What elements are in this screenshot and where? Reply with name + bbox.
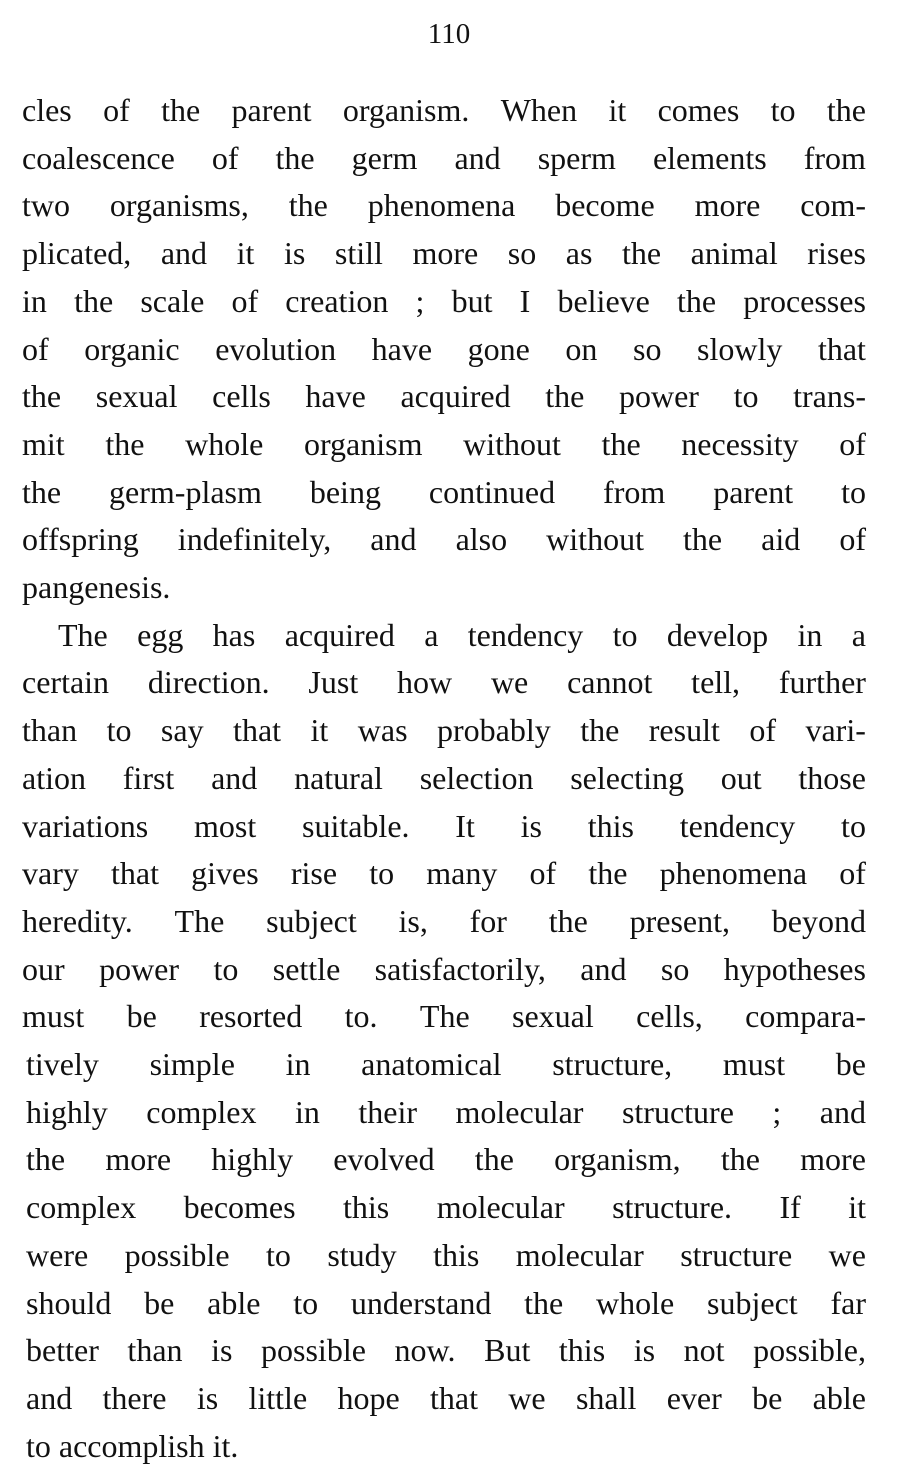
- word: must: [22, 998, 85, 1034]
- word: the: [588, 855, 628, 891]
- word: this: [587, 808, 634, 844]
- word: highly: [211, 1141, 294, 1177]
- word: cles: [22, 92, 72, 128]
- word: for: [469, 903, 507, 939]
- word: It: [455, 808, 475, 844]
- text-line: [26, 1281, 866, 1325]
- word: more: [800, 1141, 866, 1177]
- word: most: [193, 808, 257, 844]
- word: tendency: [679, 808, 796, 844]
- word: ever: [666, 1380, 722, 1416]
- word: plicated,: [22, 235, 132, 271]
- word: be: [126, 998, 157, 1034]
- word: ;: [415, 283, 425, 319]
- word: phenomena: [659, 855, 808, 891]
- word: to: [733, 378, 759, 414]
- text-line: [26, 1090, 866, 1134]
- text-line: [22, 183, 866, 227]
- word: possible,: [753, 1332, 866, 1368]
- word: rise: [290, 855, 338, 891]
- word: But: [484, 1332, 531, 1368]
- word: comes: [657, 92, 740, 128]
- word: in: [22, 283, 47, 319]
- word: how: [397, 664, 453, 700]
- word: result: [648, 712, 720, 748]
- word: acquired: [400, 378, 511, 414]
- word: slowly: [697, 331, 783, 367]
- word: parent: [713, 474, 794, 510]
- word: parent: [231, 92, 312, 128]
- word: beyond: [771, 903, 866, 939]
- word: offspring: [22, 521, 139, 557]
- word: many: [426, 855, 498, 891]
- word: to: [265, 1237, 291, 1273]
- word: without: [546, 521, 644, 557]
- word: able: [207, 1285, 261, 1321]
- word: able: [812, 1380, 866, 1416]
- word: the: [677, 283, 717, 319]
- word: out: [720, 760, 762, 796]
- word: in: [797, 617, 823, 653]
- word: variations: [22, 808, 149, 844]
- word: continued: [428, 474, 556, 510]
- text-line: [22, 994, 866, 1038]
- word: egg: [137, 617, 184, 653]
- text-line: [22, 565, 170, 609]
- word: to: [106, 712, 132, 748]
- word: so: [660, 951, 690, 987]
- word: has: [212, 617, 256, 653]
- word: compara-: [745, 998, 866, 1034]
- word: is: [283, 235, 306, 271]
- word: organism: [303, 426, 423, 462]
- word: and: [211, 760, 258, 796]
- word: scale: [140, 283, 205, 319]
- word: the: [720, 1141, 760, 1177]
- word: to: [841, 808, 866, 844]
- word: creation: [285, 283, 389, 319]
- word: organism.: [342, 92, 470, 128]
- word: of: [839, 426, 866, 462]
- word: become: [555, 187, 655, 223]
- text-line: [22, 660, 866, 704]
- word: this: [558, 1332, 606, 1368]
- word: without: [463, 426, 561, 462]
- word: germ-plasm: [109, 474, 262, 510]
- word: cannot: [567, 664, 653, 700]
- word: more: [412, 235, 479, 271]
- word: and: [160, 235, 208, 271]
- page-number: 110: [427, 18, 471, 50]
- text-line: [22, 804, 866, 848]
- word: to.: [344, 998, 378, 1034]
- word: structure.: [612, 1189, 733, 1225]
- word: two: [22, 187, 70, 223]
- word: possible: [124, 1237, 230, 1273]
- word: is: [196, 1380, 219, 1416]
- word: aid: [761, 521, 801, 557]
- word: sexual: [95, 378, 178, 414]
- word: tell,: [691, 664, 741, 700]
- word: evolution: [215, 331, 337, 367]
- word: to: [293, 1285, 319, 1321]
- word: little: [248, 1380, 308, 1416]
- word: vari-: [805, 712, 866, 748]
- word: anatomical: [361, 1046, 502, 1082]
- word: complex: [26, 1189, 137, 1225]
- word: indefinitely,: [177, 521, 332, 557]
- word: understand: [350, 1285, 492, 1321]
- word: of: [839, 855, 866, 891]
- word: a: [851, 617, 866, 653]
- word: we: [508, 1380, 546, 1416]
- word: I: [519, 283, 531, 319]
- word: phenomena: [367, 187, 516, 223]
- word: it: [608, 92, 627, 128]
- word: hope: [337, 1380, 400, 1416]
- word: must: [722, 1046, 786, 1082]
- word: tively: [26, 1046, 99, 1082]
- text-line: [22, 756, 866, 800]
- word: evolved: [333, 1141, 435, 1177]
- word: so: [632, 331, 662, 367]
- word: was: [357, 712, 408, 748]
- word: the: [683, 521, 723, 557]
- word: in: [285, 1046, 311, 1082]
- word: the: [524, 1285, 564, 1321]
- word: and: [370, 521, 417, 557]
- word: and: [26, 1380, 73, 1416]
- word: to: [369, 855, 395, 891]
- word: more: [694, 187, 761, 223]
- word: also: [455, 521, 508, 557]
- word: direction.: [147, 664, 270, 700]
- word: The: [58, 617, 108, 653]
- word: it: [236, 235, 255, 271]
- word: possible: [261, 1332, 366, 1368]
- word: that: [233, 712, 282, 748]
- word: settle: [272, 951, 341, 987]
- word: vary: [22, 855, 79, 891]
- word: germ: [351, 140, 418, 176]
- text-line: [22, 517, 866, 561]
- word: better: [26, 1332, 99, 1368]
- word: of: [22, 331, 49, 367]
- word: of: [231, 283, 259, 319]
- word: selection: [419, 760, 534, 796]
- word: hypotheses: [723, 951, 866, 987]
- word: structure,: [552, 1046, 673, 1082]
- word: whole: [185, 426, 264, 462]
- text-line: [22, 899, 866, 943]
- word: whole: [596, 1285, 675, 1321]
- word: becomes: [183, 1189, 296, 1225]
- word: the: [545, 378, 585, 414]
- line-text: pangenesis.: [22, 569, 171, 605]
- word: study: [327, 1237, 397, 1273]
- word: it: [848, 1189, 866, 1225]
- word: the: [22, 378, 62, 414]
- word: to: [770, 92, 796, 128]
- word: If: [779, 1189, 801, 1225]
- word: the: [105, 426, 145, 462]
- text-line: [22, 279, 866, 323]
- text-line: [26, 1424, 238, 1468]
- text-line: [22, 88, 866, 132]
- word: satisfactorily,: [374, 951, 546, 987]
- text-line: [26, 1328, 866, 1372]
- word: the: [580, 712, 620, 748]
- text-line: [26, 1185, 866, 1229]
- text-line: [22, 708, 866, 752]
- word: selecting: [570, 760, 684, 796]
- word: complex: [146, 1094, 257, 1130]
- word: the: [74, 283, 114, 319]
- word: still: [334, 235, 383, 271]
- word: those: [798, 760, 866, 796]
- word: have: [371, 331, 433, 367]
- word: structure: [621, 1094, 734, 1130]
- word: is: [211, 1332, 233, 1368]
- word: should: [26, 1285, 112, 1321]
- word: of: [839, 521, 866, 557]
- line-text: to accomplish it.: [26, 1428, 239, 1464]
- word: be: [835, 1046, 866, 1082]
- text-line: [22, 851, 866, 895]
- word: being: [309, 474, 381, 510]
- word: of: [749, 712, 776, 748]
- word: but: [451, 283, 493, 319]
- word: to: [841, 474, 866, 510]
- word: to: [213, 951, 239, 987]
- word: that: [817, 331, 866, 367]
- word: simple: [149, 1046, 235, 1082]
- word: gives: [191, 855, 259, 891]
- text-line: [26, 1233, 866, 1277]
- word: power: [618, 378, 699, 414]
- word: natural: [294, 760, 383, 796]
- word: in: [294, 1094, 320, 1130]
- word: of: [103, 92, 130, 128]
- word: of: [529, 855, 557, 891]
- word: and: [580, 951, 627, 987]
- word: that: [111, 855, 159, 891]
- text-line: [26, 1376, 866, 1420]
- word: heredity.: [22, 903, 133, 939]
- text-line: [22, 947, 866, 991]
- word: the: [621, 235, 662, 271]
- word: that: [430, 1380, 478, 1416]
- word: this: [343, 1189, 390, 1225]
- word: necessity: [681, 426, 799, 462]
- word: to: [612, 617, 638, 653]
- word: certain: [22, 664, 110, 700]
- word: tendency: [467, 617, 584, 653]
- word: molecular: [436, 1189, 565, 1225]
- word: is: [633, 1332, 656, 1368]
- word: the: [601, 426, 641, 462]
- word: and: [819, 1094, 866, 1130]
- word: The: [174, 903, 225, 939]
- word: it: [310, 712, 329, 748]
- word: is: [520, 808, 542, 844]
- word: gone: [467, 331, 530, 367]
- word: sexual: [512, 998, 594, 1034]
- word: were: [26, 1237, 89, 1273]
- word: from: [803, 140, 866, 176]
- text-line: [22, 374, 866, 418]
- word: the: [826, 92, 866, 128]
- word: subject: [707, 1285, 798, 1321]
- word: structure: [680, 1237, 793, 1273]
- word: animal: [690, 235, 778, 271]
- word: than: [22, 712, 78, 748]
- word: believe: [557, 283, 650, 319]
- text-line: [22, 136, 866, 180]
- text-line: [26, 1042, 866, 1086]
- word: than: [127, 1332, 183, 1368]
- word: trans-: [793, 378, 866, 414]
- word: ;: [772, 1094, 782, 1130]
- word: shall: [575, 1380, 637, 1416]
- word: a: [424, 617, 439, 653]
- word: be: [752, 1380, 783, 1416]
- word: is,: [398, 903, 428, 939]
- word: first: [122, 760, 175, 796]
- word: as: [565, 235, 593, 271]
- word: more: [105, 1141, 172, 1177]
- word: develop: [666, 617, 769, 653]
- word: from: [603, 474, 666, 510]
- word: of: [211, 140, 239, 176]
- word: resorted: [199, 998, 303, 1034]
- text-line: [58, 613, 866, 657]
- word: Just: [308, 664, 359, 700]
- text-line: [26, 1137, 866, 1181]
- text-line: [22, 231, 866, 275]
- word: probably: [436, 712, 551, 748]
- word: The: [419, 998, 470, 1034]
- word: we: [828, 1237, 866, 1273]
- word: have: [305, 378, 366, 414]
- word: com-: [800, 187, 866, 223]
- word: organic: [84, 331, 180, 367]
- word: be: [144, 1285, 175, 1321]
- word: molecular: [515, 1237, 644, 1273]
- word: power: [99, 951, 180, 987]
- word: the: [288, 187, 328, 223]
- word: elements: [652, 140, 767, 176]
- word: on: [565, 331, 598, 367]
- word: the: [22, 474, 62, 510]
- text-line: [22, 327, 866, 371]
- text-line: [22, 470, 866, 514]
- word: further: [778, 664, 866, 700]
- word: highly: [26, 1094, 108, 1130]
- word: mit: [22, 426, 65, 462]
- word: the: [548, 903, 588, 939]
- word: cells: [212, 378, 271, 414]
- word: and: [454, 140, 501, 176]
- word: When: [500, 92, 578, 128]
- word: ation: [22, 760, 86, 796]
- word: subject: [266, 903, 357, 939]
- word: coalescence: [22, 140, 175, 176]
- word: the: [26, 1141, 66, 1177]
- word: molecular: [455, 1094, 584, 1130]
- word: the: [275, 140, 315, 176]
- word: present,: [629, 903, 730, 939]
- word: their: [358, 1094, 417, 1130]
- word: this: [433, 1237, 480, 1273]
- word: say: [160, 712, 204, 748]
- word: acquired: [284, 617, 395, 653]
- word: not: [683, 1332, 725, 1368]
- word: our: [22, 951, 65, 987]
- text-line: [22, 422, 866, 466]
- word: the: [161, 92, 201, 128]
- word: organism,: [554, 1141, 681, 1177]
- word: we: [490, 664, 529, 700]
- word: organisms,: [109, 187, 249, 223]
- word: there: [102, 1380, 167, 1416]
- word: rises: [807, 235, 866, 271]
- word: processes: [743, 283, 866, 319]
- word: now.: [394, 1332, 456, 1368]
- word: sperm: [537, 140, 616, 176]
- word: the: [474, 1141, 514, 1177]
- word: far: [830, 1285, 866, 1321]
- word: cells,: [636, 998, 703, 1034]
- word: suitable.: [301, 808, 410, 844]
- word: so: [507, 235, 537, 271]
